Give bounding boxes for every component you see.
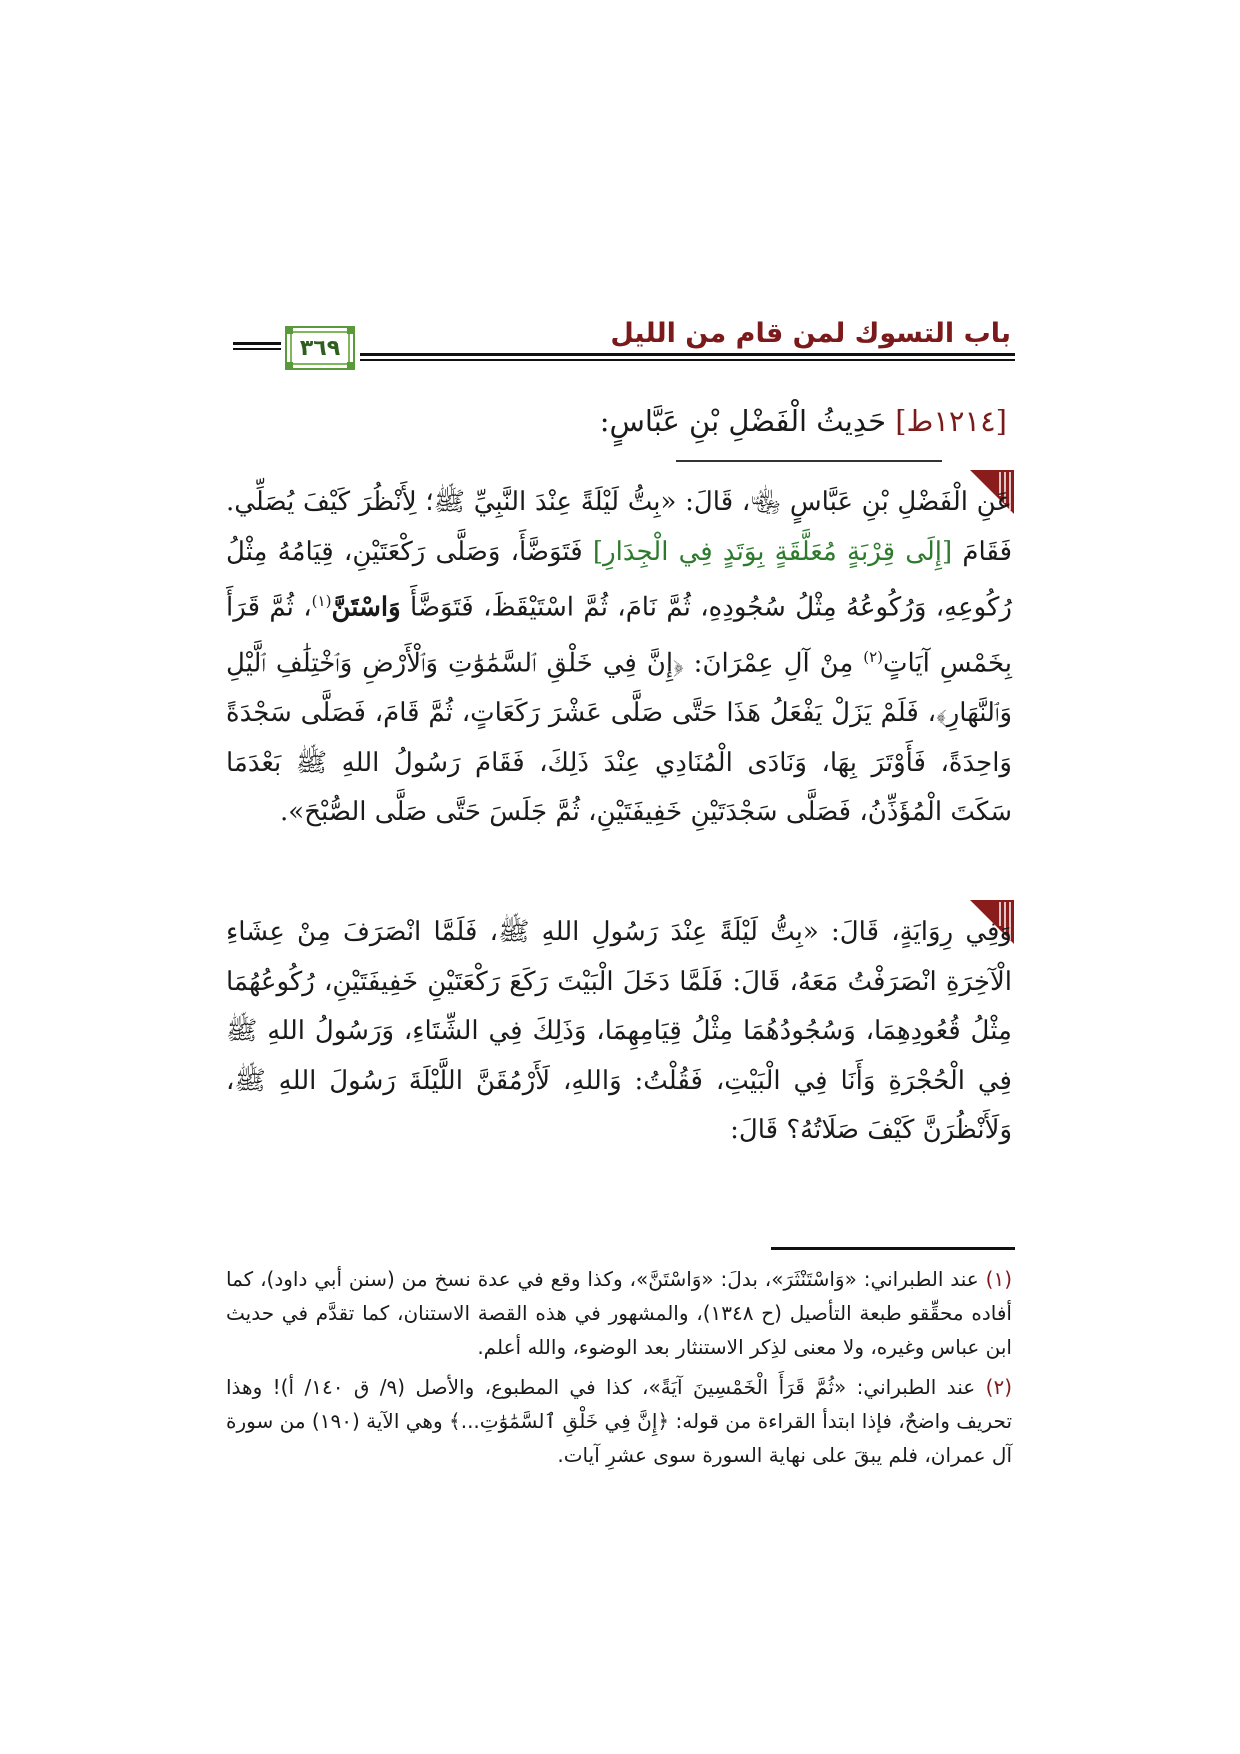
text-segment: عَنِ الْفَضْلِ بْنِ عَبَّاسٍ ﵄، قَالَ: «بِتُّ لَيْلَةً عِنْدَ النَّبِيِّ ﷺ؛ لِأَنْظُرَ كَيْفَ يُصَلِّي. فَقَامَ <box>226 487 1012 567</box>
section-number: [١٢١٤ط] <box>895 404 1007 438</box>
ornament-corner-icon <box>285 326 293 334</box>
page-header <box>233 318 1015 366</box>
footnote-number: (١) <box>985 1267 1013 1291</box>
bracketed-insertion: [إِلَى قِرْبَةٍ مُعَلَّقَةٍ بِوَتَدٍ فِي الْجِدَارِ] <box>592 536 953 567</box>
page-number: ٣٦٩ <box>299 335 341 361</box>
footnotes <box>226 1262 1012 1478</box>
footnote <box>226 1262 1012 1364</box>
ornament-corner-icon <box>285 362 293 370</box>
footnote <box>226 1370 1012 1472</box>
header-rule-bottom <box>360 359 1015 361</box>
header-rule-left-bottom <box>233 348 281 350</box>
footnote-separator <box>771 1247 1015 1250</box>
hadith-paragraph <box>226 908 1012 1223</box>
footnote-ref: (٢) <box>863 648 884 667</box>
ornament-corner-icon <box>347 326 355 334</box>
footnote-text: عند الطبراني: «وَاسْتَنْثَرَ»، بدلَ: «وَاسْتَنَّ»، وكذا وقع في عدة نسخ من (سنن أبي داود)، كما أفاده محقِّقو طبعة التأصيل (ح ١٣٤٨)، والمشهور في هذه القصة الاستنان، كما تقدَّم في حديث ابن عباس وغيره، ولا معنى لذِكر الاستنثار بعد الوضوء، والله أعلم. <box>226 1267 1012 1359</box>
ornament-corner-icon <box>347 362 355 370</box>
chapter-title: باب التسوك لمن قام من الليل <box>610 318 1011 349</box>
header-rule-top <box>360 353 1015 356</box>
header-rule-left-top <box>233 342 281 345</box>
section-title: حَدِيثُ الْفَضْلِ بْنِ عَبَّاسٍ: <box>599 404 886 438</box>
hadith-paragraph <box>226 478 1012 858</box>
text-segment: وَفِي رِوَايَةٍ، قَالَ: «بِتُّ لَيْلَةً عِنْدَ رَسُولِ اللهِ ﷺ، فَلَمَّا انْصَرَفَ مِنْ عِشَاءِ الْآخِرَةِ انْصَرَفْتُ مَعَهُ، قَالَ: فَلَمَّا دَخَلَ الْبَيْتَ رَكَعَ رَكْعَتَيْنِ خَفِيفَتَيْنِ، رُكُوعُهُمَا مِثْلُ قُعُودِهِمَا، وَسُجُودُهُمَا مِثْلُ قِيَامِهِمَا، وَذَلِكَ فِي الشِّتَاءِ، وَرَسُولُ اللهِ ﷺ فِي الْحُجْرَةِ وَأَنَا فِي الْبَيْتِ، فَقُلْتُ: وَاللهِ، لَأَرْمُقَنَّ اللَّيْلَةَ رَسُولَ اللهِ ﷺ، وَلَأَنْظُرَنَّ كَيْفَ صَلَاتُهُ؟ قَالَ: <box>226 917 1012 1145</box>
footnote-ref: (١) <box>311 592 332 610</box>
footnote-text: عند الطبراني: «ثُمَّ قَرَأَ الْخَمْسِينَ آيَةً»، كذا في المطبوع، والأصل (٩/ ق ١٤٠/ أ)! وهذا تحريف واضحٌ، فإذا ابتدأ القراءة من قوله: ﴿إِنَّ فِي خَلْقِ ٱلسَّمَٰوَٰتِ...﴾ وهي الآية (١٩٠) من سورة آل عمران، فلم يبقَ على نهاية السورة سوى عشرِ آيات. <box>226 1375 1013 1467</box>
footnote-number: (٢) <box>985 1375 1013 1399</box>
section-heading <box>600 404 1007 438</box>
text-segment: فَتَوَضَّأَ، وَصَلَّى رَكْعَتَيْنِ، قِيَامُهُ مِثْلُ رُكُوعِهِ، وَرُكُوعُهُ مِثْلُ سُجُودِهِ، ثُمَّ نَامَ، ثُمَّ اسْتَيْقَظَ، فَتَوَضَّأَ <box>226 536 1012 623</box>
text-segment: ، ثُمَّ قَرَأَ بِخَمْسِ آيَاتٍ <box>226 592 1012 679</box>
emphasized-word: وَاسْتَنَّ <box>331 592 401 623</box>
section-underline <box>676 460 942 462</box>
page-number-badge <box>285 326 355 370</box>
text-segment: مِنْ آلِ عِمْرَانَ: ﴿إِنَّ فِي خَلْقِ ٱلسَّمَٰوَٰتِ وَٱلْأَرْضِ وَٱخْتِلَٰفِ ٱلَّيْلِ وَٱلنَّهَارِ﴾، فَلَمْ يَزَلْ يَفْعَلُ هَذَا حَتَّى صَلَّى عَشْرَ رَكَعَاتٍ، ثُمَّ قَامَ، فَصَلَّى سَجْدَةً وَاحِدَةً، فَأَوْتَرَ بِهَا، وَنَادَى الْمُنَادِي عِنْدَ ذَلِكَ، فَقَامَ رَسُولُ اللهِ ﷺ بَعْدَمَا سَكَتَ الْمُؤَذِّنُ، فَصَلَّى سَجْدَتَيْنِ خَفِيفَتَيْنِ، ثُمَّ جَلَسَ حَتَّى صَلَّى الصُّبْحَ». <box>226 648 1012 828</box>
